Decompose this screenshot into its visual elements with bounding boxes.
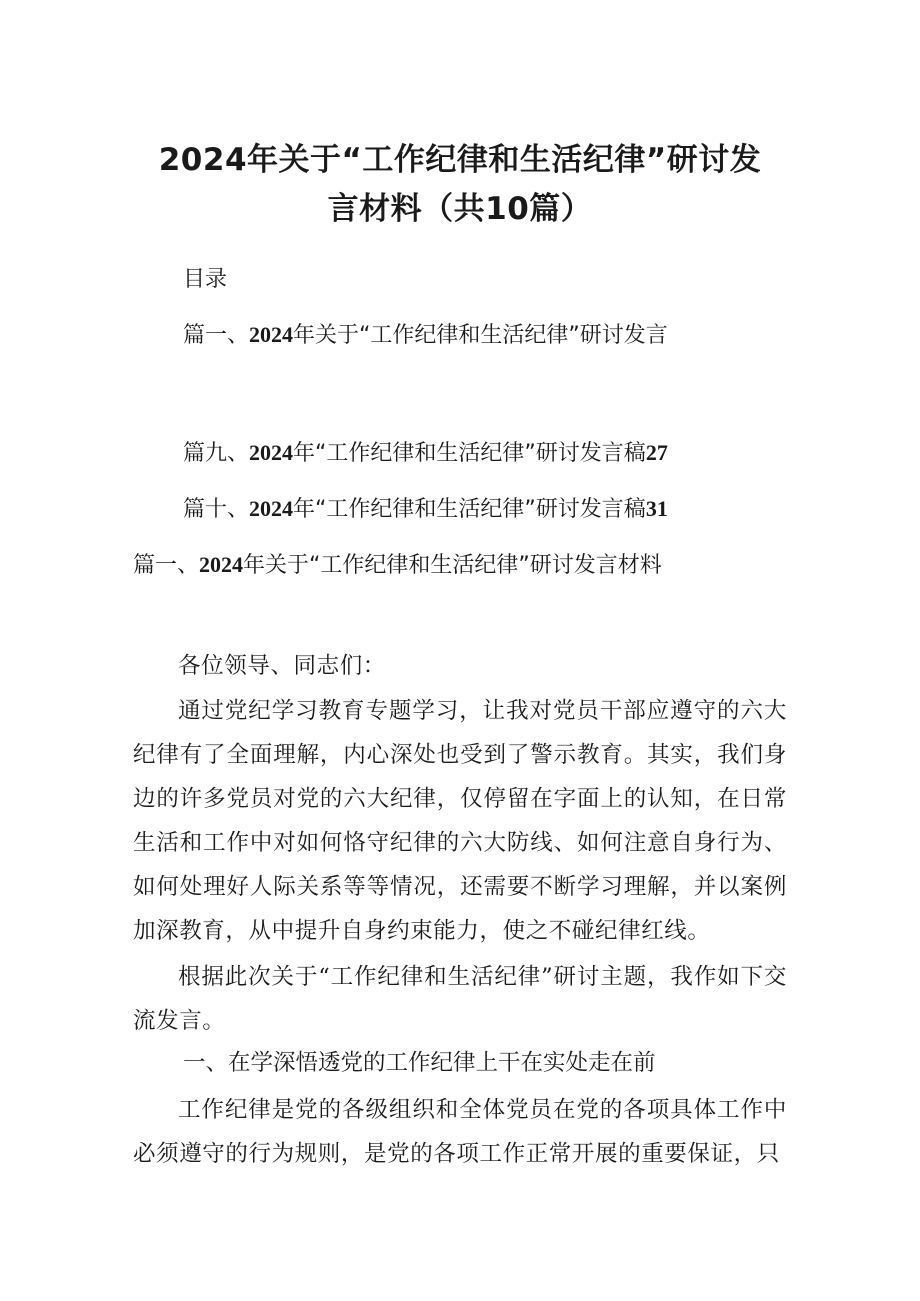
toc-item-text: 年关于“工作纪律和生活纪律”研讨发言 bbox=[293, 323, 668, 348]
toc-item-prefix: 篇九、 bbox=[183, 441, 250, 466]
paragraph: 根据此次关于“工作纪律和生活纪律”研讨主题，我作如下交流发言。 bbox=[133, 964, 787, 1034]
subheading: 一、在学深悟透党的工作纪律上干在实处走在前 bbox=[183, 1050, 656, 1076]
toc-item-text: 年“工作纪律和生活纪律”研讨发言稿 bbox=[293, 441, 646, 466]
paragraph: 工作纪律是党的各级组织和全体党员在党的各项具体工作中必须遵守的行为规则，是党的各项工作正常开展的重要保证，只 bbox=[133, 1097, 787, 1167]
salutation: 各位领导、同志们： bbox=[178, 653, 386, 679]
document-title-line-1: 2024年关于“工作纪律和生活纪律”研讨发 bbox=[158, 142, 762, 178]
toc-item-year: 2024 bbox=[249, 440, 294, 465]
document-title-line-2: 言材料（共10篇） bbox=[327, 191, 593, 227]
section-heading-text: 年关于“工作纪律和生活纪律”研讨发言材料 bbox=[243, 553, 662, 578]
section-heading bbox=[133, 550, 662, 581]
toc-item-page: 31 bbox=[645, 496, 668, 521]
toc-item-prefix: 篇一、 bbox=[183, 323, 250, 348]
toc-item[interactable] bbox=[183, 438, 668, 469]
section-heading-year: 2024 bbox=[199, 552, 244, 577]
toc-item[interactable] bbox=[183, 494, 668, 525]
paragraph: 通过党纪学习教育专题学习，让我对党员干部应遵守的六大纪律有了全面理解，内心深处也受到了警示教育。其实，我们身边的许多党员对党的六大纪律，仅停留在字面上的认知，在日常生活和工作中对如何恪守纪律的六大防线、如何注意自身行为、如何处理好人际关系等等情况，还需要不断学习理解，并以案例加深教育，从中提升自身约束能力，使之不碰纪律红线。 bbox=[133, 698, 787, 944]
toc-item-page: 27 bbox=[645, 440, 668, 465]
toc-item-year: 2024 bbox=[249, 322, 294, 347]
section-heading-prefix: 篇一、 bbox=[133, 553, 200, 578]
toc-item-text: 年“工作纪律和生活纪律”研讨发言稿 bbox=[293, 497, 646, 522]
toc-item[interactable] bbox=[183, 320, 668, 351]
toc-heading: 目录 bbox=[183, 267, 228, 292]
toc-item-prefix: 篇十、 bbox=[183, 497, 250, 522]
toc-item-year: 2024 bbox=[249, 496, 294, 521]
